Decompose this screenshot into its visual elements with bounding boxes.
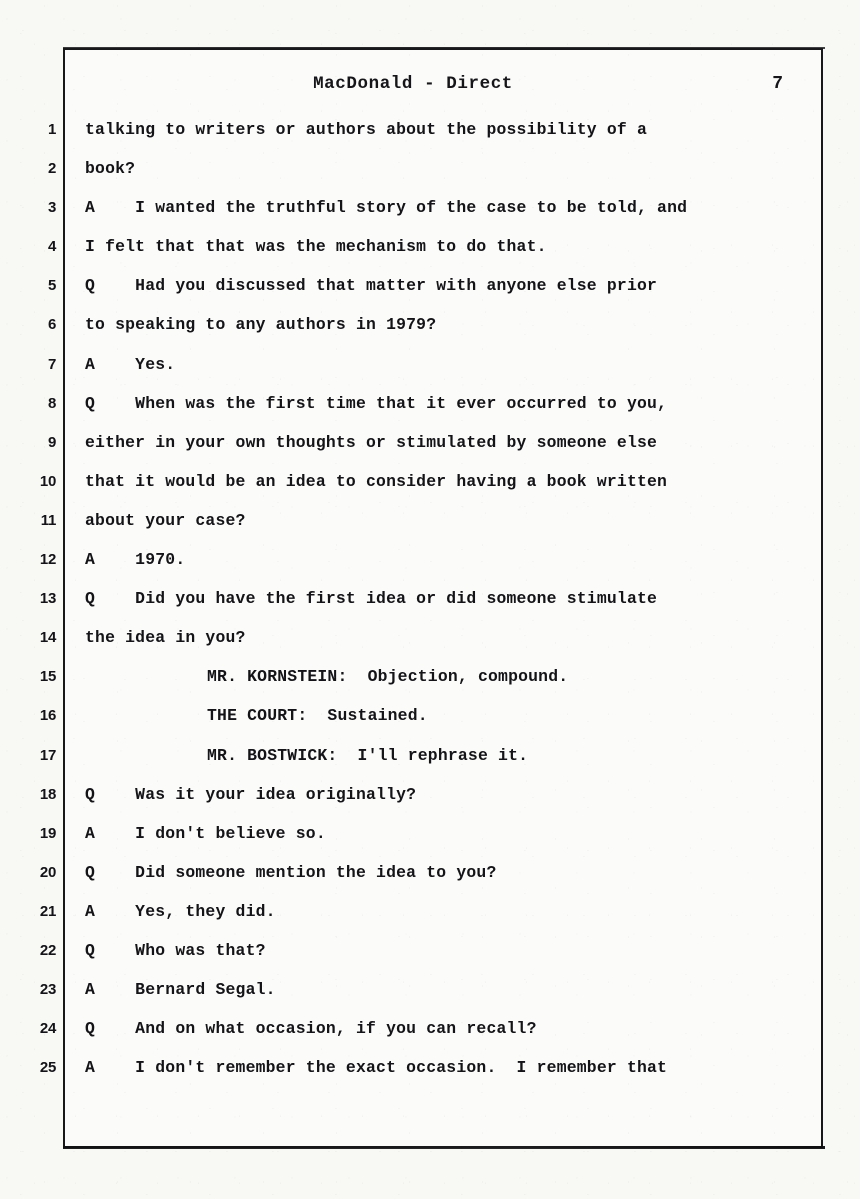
transcript-line: A Yes, they did. (85, 901, 276, 921)
line-number: 14 (39, 629, 56, 647)
line-number: 22 (39, 941, 56, 959)
transcript-line: MR. KORNSTEIN: Objection, compound. (207, 667, 569, 687)
line-number: 1 (47, 121, 56, 138)
transcript-line: Q Did you have the first idea or did someone stimulate (85, 589, 658, 609)
line-number: 4 (47, 238, 56, 256)
transcript-line: Q Had you discussed that matter with anyone else prior (85, 276, 658, 296)
page-frame-bottom-rule (63, 1146, 825, 1149)
transcript-line: Q Did someone mention the idea to you? (85, 862, 497, 882)
page-title: MacDonald - Direct (313, 74, 513, 94)
line-number: 8 (47, 394, 56, 412)
transcript-line: either in your own thoughts or stimulated by someone else (85, 432, 658, 452)
transcript-line: A I wanted the truthful story of the case to be told, and (85, 198, 688, 218)
line-number: 10 (39, 472, 56, 490)
line-number: 9 (47, 433, 56, 451)
transcript-line: A 1970. (85, 550, 186, 570)
transcript-line: Q Who was that? (85, 940, 266, 960)
line-number: 19 (39, 824, 56, 842)
transcript-line: A Yes. (85, 354, 176, 374)
transcript-body (85, 110, 813, 1087)
line-number: 25 (39, 1059, 56, 1077)
transcript-line: book? (85, 159, 136, 179)
transcript-line: Q Was it your idea originally? (85, 784, 417, 804)
line-number: 13 (39, 590, 56, 608)
transcript-line: THE COURT: Sustained. (207, 706, 428, 726)
transcript-line: about your case? (85, 510, 246, 530)
page-header (63, 74, 823, 100)
line-number: 17 (39, 746, 56, 764)
line-number: 6 (47, 316, 56, 334)
line-number-gutter (0, 110, 56, 1087)
transcript-line: that it would be an idea to consider having a book written (85, 471, 668, 491)
line-number: 24 (39, 1020, 56, 1038)
line-number: 2 (47, 160, 56, 178)
line-number: 16 (39, 707, 56, 725)
transcript-line: the idea in you? (85, 628, 246, 648)
line-number: 23 (39, 981, 56, 999)
line-number: 12 (39, 551, 56, 569)
page-number: 7 (772, 74, 783, 94)
line-number: 20 (39, 863, 56, 881)
line-number: 5 (47, 277, 56, 295)
line-number: 21 (39, 902, 56, 920)
line-number: 11 (40, 511, 56, 529)
line-number: 7 (47, 355, 56, 373)
transcript-line: Q When was the first time that it ever occurred to you, (85, 393, 668, 413)
transcript-line: A Bernard Segal. (85, 980, 276, 1000)
transcript-line: I felt that that was the mechanism to do that. (85, 237, 547, 257)
transcript-line: to speaking to any authors in 1979? (85, 315, 437, 335)
transcript-line: talking to writers or authors about the possibility of a (85, 120, 648, 139)
transcript-line: MR. BOSTWICK: I'll rephrase it. (207, 745, 529, 765)
line-number: 3 (47, 199, 56, 217)
transcript-line: Q And on what occasion, if you can recall? (85, 1019, 537, 1039)
transcript-line: A I don't believe so. (85, 823, 326, 843)
line-number: 15 (39, 668, 56, 686)
transcript-line: A I don't remember the exact occasion. I remember that (85, 1058, 668, 1078)
line-number: 18 (39, 785, 56, 803)
